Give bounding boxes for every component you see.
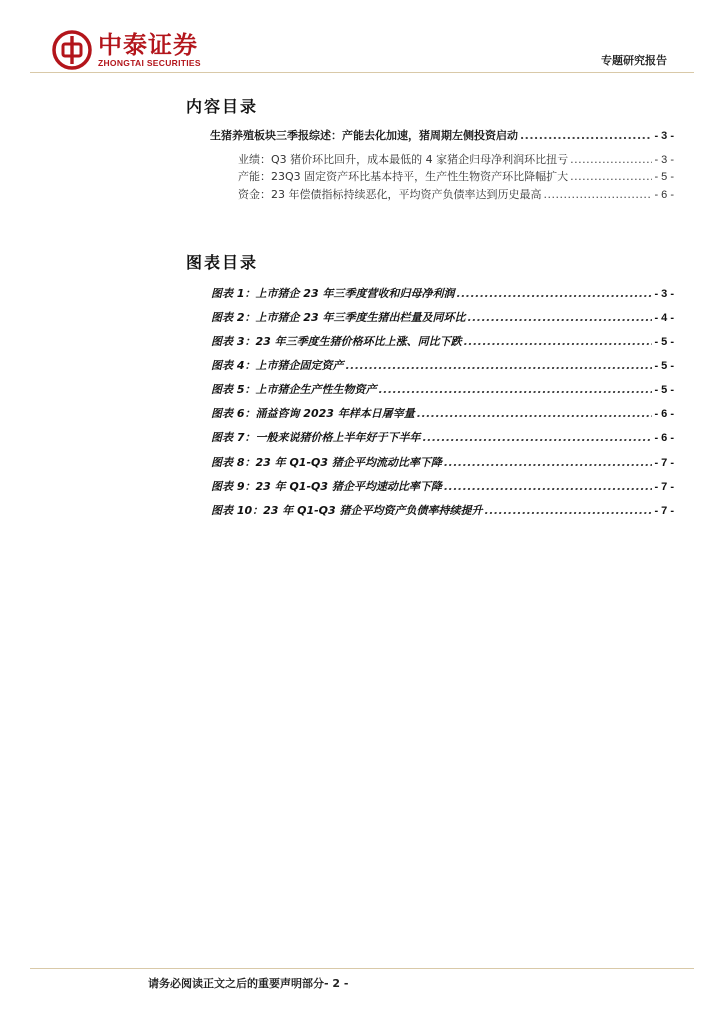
toc-entry[interactable] — [238, 187, 674, 203]
dot-leader — [444, 455, 653, 471]
figure-entry-page: - 5 - — [654, 360, 674, 372]
figure-entry[interactable] — [211, 503, 674, 519]
figure-entry-page: - 4 - — [654, 312, 674, 324]
figure-entry-label: 图表 2：上市猪企 23 年三季度生猪出栏量及同环比 — [211, 311, 466, 324]
figures-heading: 图表目录 — [186, 253, 259, 272]
figure-entry-page: - 5 - — [654, 336, 674, 348]
toc-entry[interactable] — [210, 128, 674, 144]
figure-entry-label: 图表 8：23 年 Q1-Q3 猪企平均流动比率下降 — [211, 456, 442, 469]
figure-entry-page: - 6 - — [654, 432, 674, 444]
dot-leader — [485, 503, 653, 519]
toc-entry-page: - 5 - — [654, 171, 674, 183]
figure-entry-label: 图表 5：上市猪企生产性生物资产 — [211, 383, 377, 396]
figure-entry-page: - 3 - — [654, 288, 674, 300]
figure-entry[interactable] — [211, 406, 674, 422]
toc-entry-page: - 6 - — [654, 189, 674, 201]
dot-leader — [456, 286, 652, 302]
figure-entry-page: - 7 - — [654, 481, 674, 493]
figure-entry[interactable] — [211, 382, 674, 398]
figure-entry-label: 图表 1：上市猪企 23 年三季度营收和归母净利润 — [211, 287, 455, 300]
toc-entry-label: 产能：23Q3 固定资产环比基本持平，生产性生物资产环比降幅扩大 — [238, 170, 569, 183]
dot-leader — [345, 358, 652, 374]
toc-entry-label: 业绩：Q3 猪价环比回升，成本最低的 4 家猪企归母净利润环比扭亏 — [238, 153, 569, 166]
toc-heading: 内容目录 — [186, 97, 259, 116]
toc-entry[interactable] — [238, 169, 674, 185]
logo-wordmark — [98, 32, 201, 68]
toc-entry[interactable] — [238, 152, 674, 168]
figure-entry-page: - 5 - — [654, 384, 674, 396]
company-logo — [52, 28, 201, 72]
logo-english-name: ZHONGTAI SECURITIES — [98, 58, 201, 68]
figure-entry[interactable] — [211, 479, 674, 495]
dot-leader — [444, 479, 653, 495]
header-divider — [30, 72, 694, 73]
footer-disclaimer: 请务必阅读正文之后的重要声明部分 — [148, 977, 324, 990]
figure-entry[interactable] — [211, 334, 674, 350]
footer-divider — [30, 968, 694, 969]
dot-leader — [464, 334, 653, 350]
logo-chinese-name: 中泰证券 — [98, 31, 198, 59]
figure-entry-label: 图表 3：23 年三季度生猪价格环比上涨、同比下跌 — [211, 335, 462, 348]
figure-entry-label: 图表 4：上市猪企固定资产 — [211, 359, 344, 372]
figure-entry-page: - 7 - — [654, 505, 674, 517]
report-type-label: 专题研究报告 — [601, 54, 667, 67]
figure-entry-page: - 6 - — [654, 408, 674, 420]
dot-leader — [378, 382, 652, 398]
dot-leader — [520, 128, 652, 144]
figure-entry-page: - 7 - — [654, 457, 674, 469]
footer — [148, 975, 348, 991]
dot-leader — [422, 430, 652, 446]
figure-entry[interactable] — [211, 455, 674, 471]
dot-leader — [544, 187, 653, 203]
figure-entry[interactable] — [211, 430, 674, 446]
figure-entry[interactable] — [211, 286, 674, 302]
toc-entry-label: 资金：23 年偿债指标持续恶化，平均资产负债率达到历史最高 — [238, 188, 542, 201]
footer-page-number: - 2 - — [324, 977, 349, 990]
figure-entry-label: 图表 10：23 年 Q1-Q3 猪企平均资产负债率持续提升 — [211, 504, 483, 517]
toc-entry-page: - 3 - — [654, 130, 674, 142]
figure-entry-label: 图表 7：一般来说猪价格上半年好于下半年 — [211, 431, 421, 444]
zhongtai-logo-icon — [52, 30, 92, 70]
figure-entry[interactable] — [211, 358, 674, 374]
dot-leader — [417, 406, 653, 422]
figure-entry-label: 图表 6：涌益咨询 2023 年样本日屠宰量 — [211, 407, 415, 420]
dot-leader — [570, 169, 652, 185]
figure-entry-label: 图表 9：23 年 Q1-Q3 猪企平均速动比率下降 — [211, 480, 442, 493]
dot-leader — [570, 152, 652, 168]
dot-leader — [467, 310, 652, 326]
figure-entry[interactable] — [211, 310, 674, 326]
toc-entry-label: 生猪养殖板块三季报综述：产能去化加速，猪周期左侧投资启动 — [210, 129, 518, 142]
toc-entry-page: - 3 - — [654, 154, 674, 166]
